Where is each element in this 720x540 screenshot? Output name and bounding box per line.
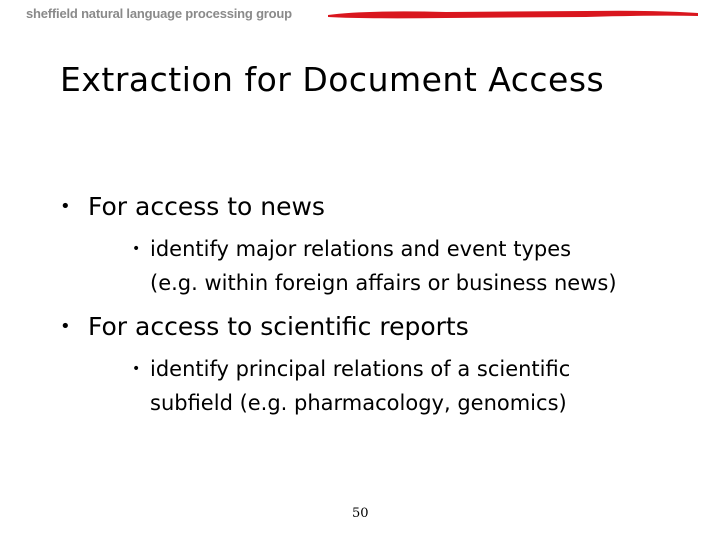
sub-bullet-marker: • xyxy=(132,361,141,377)
sub-bullet-line-2: (e.g. within foreign affairs or business news) xyxy=(150,271,617,295)
sub-bullet-line-2: subfield (e.g. pharmacology, genomics) xyxy=(150,391,567,415)
sub-bullet-marker: • xyxy=(132,241,141,257)
group-header: sheffield natural language processing group xyxy=(26,6,292,21)
header-red-rule xyxy=(326,8,702,22)
sub-bullet-line-1: identify principal relations of a scientific xyxy=(150,357,571,381)
slide-title: Extraction for Document Access xyxy=(60,60,605,99)
bullet-marker: • xyxy=(60,196,71,217)
bullet-text: For access to news xyxy=(88,192,325,221)
bullet-marker: • xyxy=(60,316,71,337)
sub-bullet-line-1: identify major relations and event types xyxy=(150,237,572,261)
page-number: 50 xyxy=(352,506,369,521)
bullet-text: For access to scientific reports xyxy=(88,312,469,341)
